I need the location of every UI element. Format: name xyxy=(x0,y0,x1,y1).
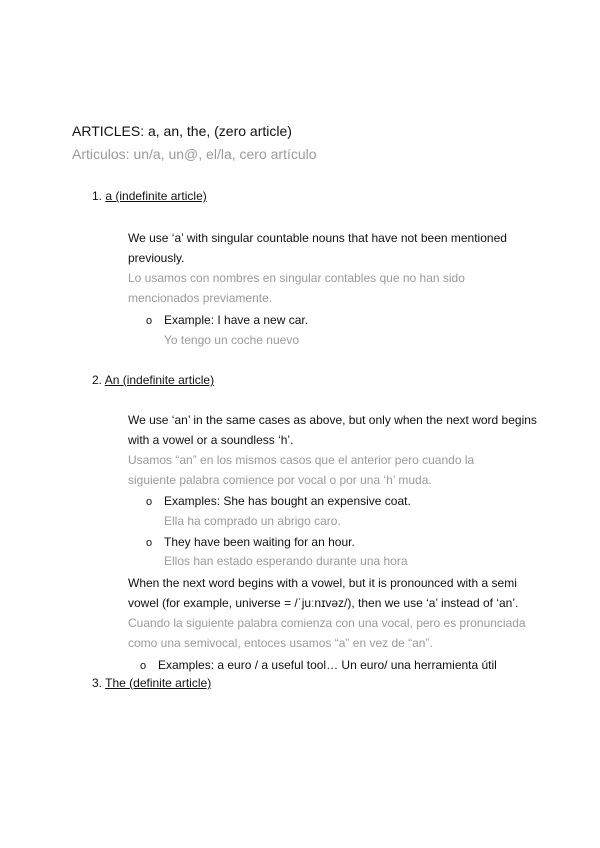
example-es: Ellos han estado esperando durante una hora xyxy=(164,554,408,568)
section-title: a (indefinite article) xyxy=(105,189,207,203)
example-es: Ella ha comprado un abrigo caro. xyxy=(164,514,341,528)
section-number: 2. xyxy=(92,373,103,387)
bullet-icon: o xyxy=(140,660,147,672)
example-bullet xyxy=(140,658,497,672)
example-en: Examples: a euro / a useful tool… Un euro/ una herramienta útil xyxy=(158,658,497,672)
es-text-line: Cuando la siguiente palabra comienza con una vocal, pero es pronunciada xyxy=(128,616,526,630)
example-bullet xyxy=(146,313,308,327)
example-en: Examples: She has bought an expensive coat. xyxy=(164,494,411,508)
example-bullet xyxy=(146,494,411,508)
en-text-line: We use ‘a’ with singular countable nouns that have not been mentioned xyxy=(128,231,507,245)
bullet-icon: o xyxy=(146,315,153,327)
es-text-line: Lo usamos con nombres en singular contables que no han sido xyxy=(128,271,465,285)
en-text-line: vowel (for example, universe = /ˈjuːnɪvəz/), then we use ‘a’ instead of ‘an’. xyxy=(128,596,519,610)
section-title: An (indefinite article) xyxy=(104,373,215,387)
en-text-line: previously. xyxy=(128,251,185,265)
es-text-line: mencionados previamente. xyxy=(128,291,273,305)
section-2-heading xyxy=(92,373,214,387)
section-title: The (definite article) xyxy=(105,676,212,690)
section-number: 3. xyxy=(92,676,103,690)
es-text-line: Usamos “an” en los mismos casos que el anterior pero cuando la xyxy=(128,453,475,467)
section-3-heading xyxy=(92,676,211,690)
example-es: Yo tengo un coche nuevo xyxy=(164,333,300,347)
example-bullet xyxy=(146,535,355,549)
es-text-line: como una semivocal, entoces usamos “a” en vez de “an”. xyxy=(128,636,433,650)
en-text-line: We use ‘an’ in the same cases as above, but only when the next word begins xyxy=(128,413,537,427)
section-number: 1. xyxy=(92,189,103,203)
page-title: ARTICLES: a, an, the, (zero article) xyxy=(72,123,292,139)
en-text-line: with a vowel or a soundless ‘h’. xyxy=(128,433,294,447)
en-text-line: When the next word begins with a vowel, but it is pronounced with a semi xyxy=(128,576,517,590)
es-text-line: siguiente palabra comience por vocal o por una ‘h’ muda. xyxy=(128,473,432,487)
section-1-heading xyxy=(92,189,207,203)
example-en: They have been waiting for an hour. xyxy=(164,535,355,549)
example-en: Example: I have a new car. xyxy=(164,313,309,327)
bullet-icon: o xyxy=(146,537,153,549)
page-subtitle: Articulos: un/a, un@, el/la, cero artículo xyxy=(72,146,317,162)
bullet-icon: o xyxy=(146,496,153,508)
